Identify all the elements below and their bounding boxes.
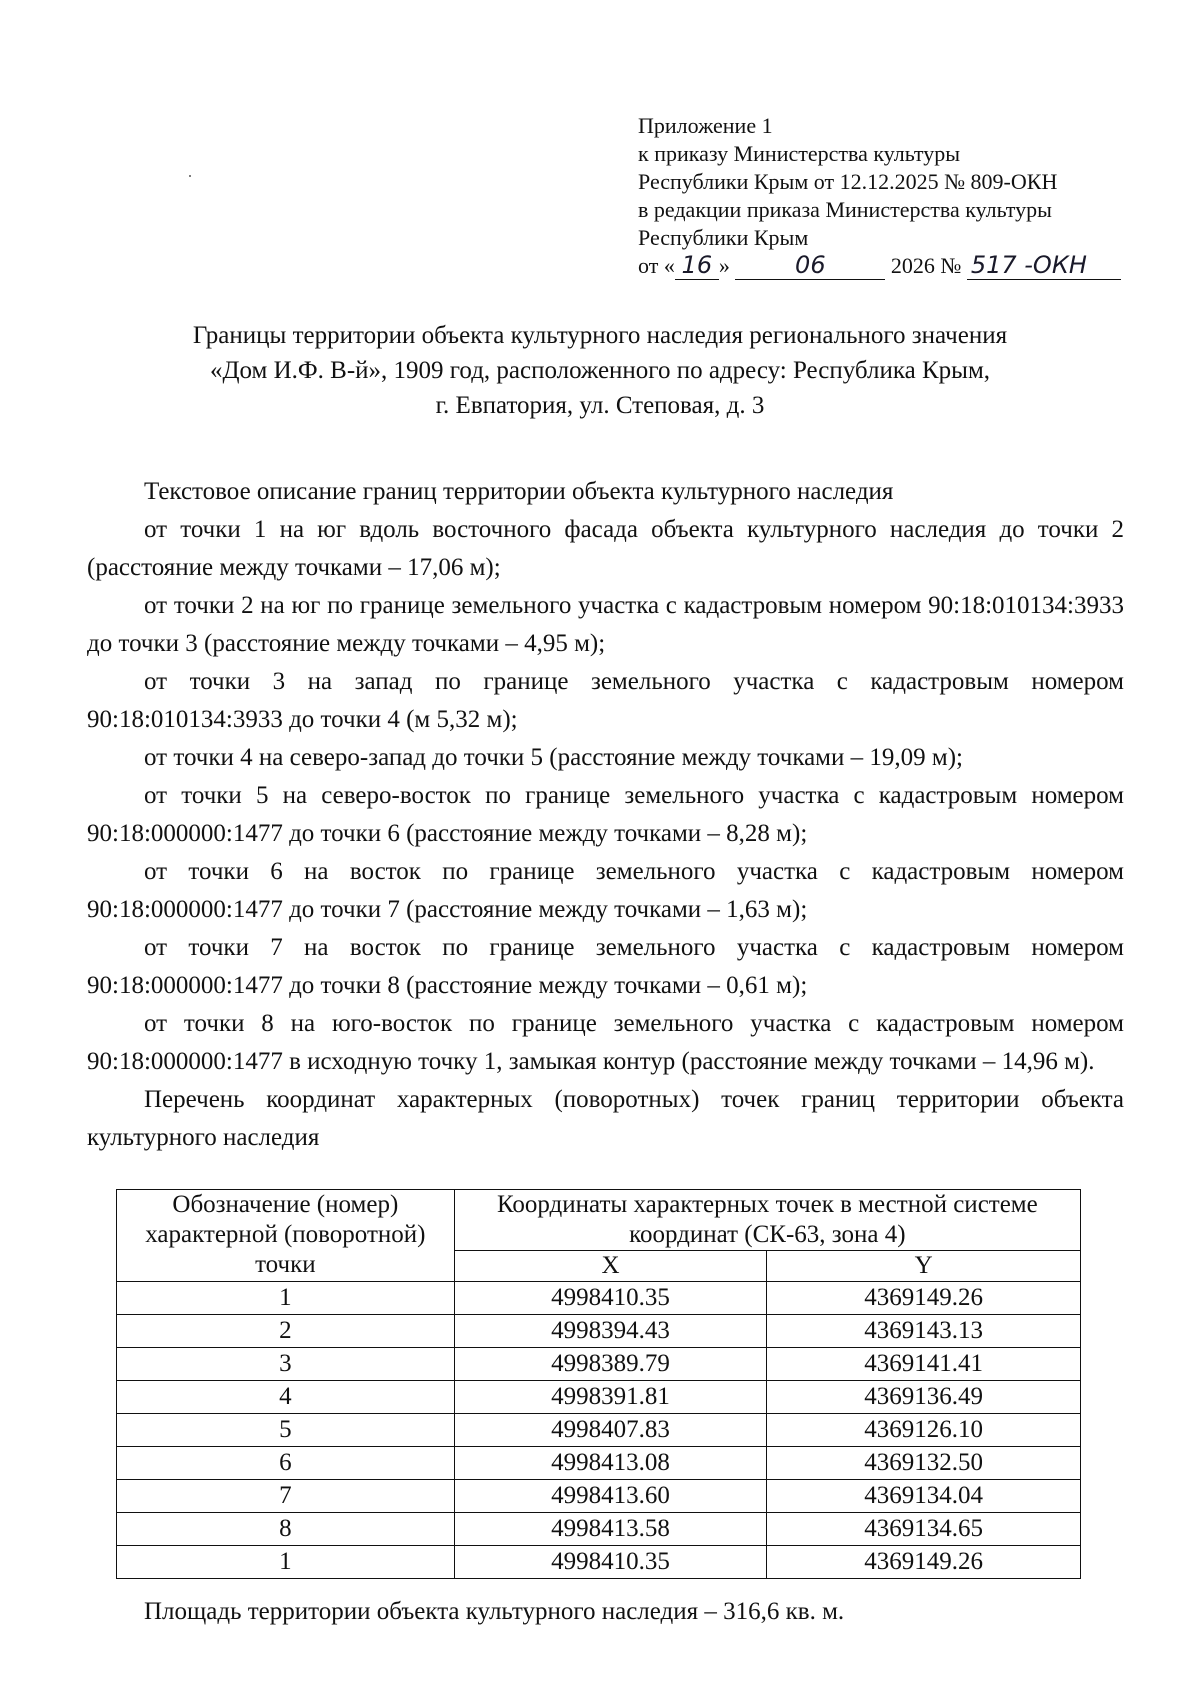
description-paragraph: от точки 7 на восток по границе земельного участка с кадастровым номером 90:18:000000:1477 до точки 8 (расстояние между точками – 0,61 м);: [87, 934, 1124, 999]
cell-x: 4998389.79: [454, 1348, 767, 1381]
cell-point: 1: [117, 1282, 455, 1315]
appendix-date-line: [638, 252, 1178, 280]
appendix-line: Республики Крым от 12.12.2025 № 809-ОКН: [638, 169, 1058, 194]
cell-point: 1: [117, 1546, 455, 1579]
table-row: [117, 1381, 1081, 1414]
description-paragraph: от точки 5 на северо-восток по границе земельного участка с кадастровым номером 90:18:000000:1477 до точки 6 (расстояние между точками – 8,28 м);: [87, 782, 1124, 847]
description-paragraph: от точки 2 на юг по границе земельного участка с кадастровым номером 90:18:010134:3933 до точки 3 (расстояние между точками – 4,95 м);: [87, 592, 1124, 657]
cell-y: 4369134.04: [767, 1480, 1081, 1513]
date-mid: »: [718, 253, 730, 278]
appendix-line: в редакции приказа Министерства культуры: [638, 197, 1052, 222]
description-heading: Текстовое описание границ территории объекта культурного наследия: [144, 478, 894, 505]
cell-x: 4998394.43: [454, 1315, 767, 1348]
cell-x: 4998410.35: [454, 1546, 767, 1579]
title-line: Границы территории объекта культурного наследия регионального значения: [192, 322, 1008, 349]
cell-x: 4998413.08: [454, 1447, 767, 1480]
description-body: [87, 473, 1124, 1157]
cell-x: 4998407.83: [454, 1414, 767, 1447]
title-line: г. Евпатория, ул. Степовая, д. 3: [435, 392, 765, 419]
list-heading: Перечень координат характерных (поворотных) точек границ территории объекта культурного наследия: [87, 1086, 1124, 1151]
cell-y: 4369136.49: [767, 1381, 1081, 1414]
cell-x: 4998391.81: [454, 1381, 767, 1414]
scan-speck: [189, 175, 191, 177]
title-line: «Дом И.Ф. В-й», 1909 год, расположенного по адресу: Республика Крым,: [209, 357, 991, 384]
table-row: [117, 1414, 1081, 1447]
cell-point: 5: [117, 1414, 455, 1447]
cell-x: 4998413.60: [454, 1480, 767, 1513]
table-row: [117, 1447, 1081, 1480]
area-statement: Площадь территории объекта культурного наследия – 316,6 кв. м.: [144, 1598, 845, 1625]
cell-y: 4369149.26: [767, 1282, 1081, 1315]
cell-point: 4: [117, 1381, 455, 1414]
handwritten-month: 06: [735, 253, 885, 280]
table-row: [117, 1546, 1081, 1579]
handwritten-order-number: 517 -ОКН: [967, 253, 1121, 280]
header-coords: Координаты характерных точек в местной системе координат (СК-63, зона 4): [454, 1190, 1080, 1251]
description-paragraph: от точки 1 на юг вдоль восточного фасада объекта культурного наследия до точки 2 (расстояние между точками – 17,06 м);: [87, 516, 1124, 581]
header-y: Y: [767, 1251, 1081, 1282]
cell-point: 3: [117, 1348, 455, 1381]
description-paragraph: от точки 8 на юго-восток по границе земельного участка с кадастровым номером 90:18:000000:1477 в исходную точку 1, замыкая контур (расстояние между точками – 14,96 м).: [87, 1010, 1124, 1075]
table-row: [117, 1282, 1081, 1315]
table-row: [117, 1480, 1081, 1513]
coordinates-table: [116, 1189, 1081, 1579]
appendix-line: к приказу Министерства культуры: [638, 141, 961, 166]
cell-point: 7: [117, 1480, 455, 1513]
cell-y: 4369141.41: [767, 1348, 1081, 1381]
cell-y: 4369126.10: [767, 1414, 1081, 1447]
cell-point: 8: [117, 1513, 455, 1546]
document-title: [80, 318, 1120, 423]
cell-point: 6: [117, 1447, 455, 1480]
cell-point: 2: [117, 1315, 455, 1348]
handwritten-day: 16: [675, 253, 719, 280]
appendix-line: Республики Крым: [638, 225, 809, 250]
cell-y: 4369143.13: [767, 1315, 1081, 1348]
date-year: 2026 №: [890, 253, 962, 278]
cell-y: 4369132.50: [767, 1447, 1081, 1480]
cell-x: 4998413.58: [454, 1513, 767, 1546]
header-x: X: [454, 1251, 767, 1282]
header-point: Обозначение (номер) характерной (поворотной) точки: [117, 1190, 455, 1282]
description-paragraph: от точки 3 на запад по границе земельного участка с кадастровым номером 90:18:010134:3933 до точки 4 (м 5,32 м);: [87, 668, 1124, 733]
date-prefix: от «: [638, 253, 675, 278]
table-row: [117, 1513, 1081, 1546]
cell-x: 4998410.35: [454, 1282, 767, 1315]
cell-y: 4369149.26: [767, 1546, 1081, 1579]
table-row: [117, 1315, 1081, 1348]
appendix-line: Приложение 1: [638, 113, 773, 138]
appendix-block: [638, 112, 1178, 280]
cell-y: 4369134.65: [767, 1513, 1081, 1546]
table-row: [117, 1348, 1081, 1381]
description-paragraph: от точки 4 на северо-запад до точки 5 (расстояние между точками – 19,09 м);: [144, 744, 963, 771]
description-paragraph: от точки 6 на восток по границе земельного участка с кадастровым номером 90:18:000000:1477 до точки 7 (расстояние между точками – 1,63 м);: [87, 858, 1124, 923]
